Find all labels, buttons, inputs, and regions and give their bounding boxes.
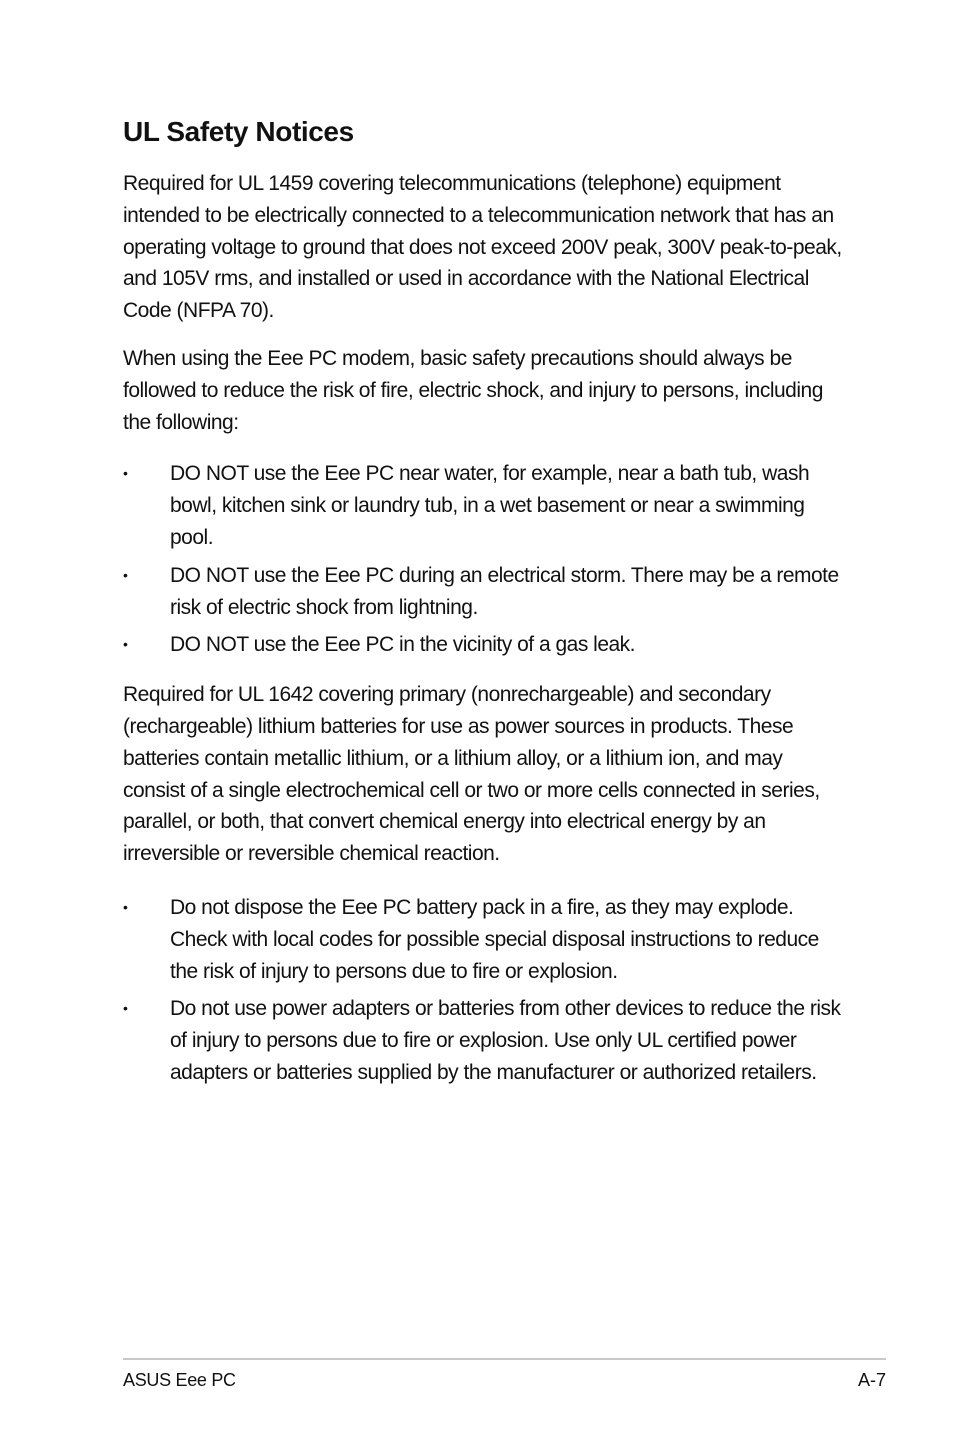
list-item — [123, 892, 847, 987]
list-item — [123, 993, 847, 1088]
list-item — [123, 560, 847, 624]
footer-product-name: ASUS Eee PC — [123, 1370, 236, 1390]
battery-precautions-list — [123, 892, 847, 1089]
list-item-text: DO NOT use the Eee PC near water, for example, near a bath tub, wash bowl, kitchen sink or laundry tub, in a wet basement or near a swimming pool. — [170, 462, 810, 549]
page-title: UL Safety Notices — [123, 116, 354, 147]
bullet-icon: • — [123, 566, 128, 583]
modem-precautions-list — [123, 458, 847, 661]
list-item-text: DO NOT use the Eee PC in the vicinity of a gas leak. — [170, 633, 636, 657]
list-item — [123, 629, 847, 661]
modem-safety-intro: When using the Eee PC modem, basic safety precautions should always be followed to reduce the risk of fire, electric shock, and injury to persons, including the following: — [123, 346, 823, 434]
bullet-icon: • — [123, 465, 128, 482]
ul1459-paragraph: Required for UL 1459 covering telecommunications (telephone) equipment intended to be electrically connected to a telecommunication network that has an operating voltage to ground that does not exceed 200V peak, 300V peak-to-peak, and 105V rms, and installed or used in accordance with the National Electrical Code (NFPA 70). — [123, 172, 842, 323]
list-item-text: Do not use power adapters or batteries from other devices to reduce the risk of injury to persons due to fire or explosion. Use only UL certified power adapters or batteries supplied by the manufacturer or authorized retailers. — [170, 997, 841, 1084]
bullet-icon: • — [123, 636, 128, 653]
page-content — [123, 112, 847, 1095]
bullet-icon: • — [123, 898, 128, 915]
footer-divider — [123, 1358, 886, 1360]
list-item-text: DO NOT use the Eee PC during an electrical storm. There may be a remote risk of electric shock from lightning. — [170, 563, 839, 619]
list-item — [123, 458, 847, 553]
ul1642-paragraph: Required for UL 1642 covering primary (nonrechargeable) and secondary (rechargeable) lithium batteries for use as power sources in products. These batteries contain metallic lithium, or a lithium alloy, or a lithium ion, and may consist of a single electrochemical cell or two or more cells connected in series, parallel, or both, that convert chemical energy into electrical energy by an irreversible or reversible chemical reaction. — [123, 683, 820, 866]
bullet-icon: • — [123, 1000, 128, 1017]
list-item-text: Do not dispose the Eee PC battery pack in a fire, as they may explode. Check with local codes for possible special disposal instructions to reduce the risk of injury to persons due to fire or explosion. — [170, 895, 819, 983]
page-number: A-7 — [857, 1370, 886, 1390]
